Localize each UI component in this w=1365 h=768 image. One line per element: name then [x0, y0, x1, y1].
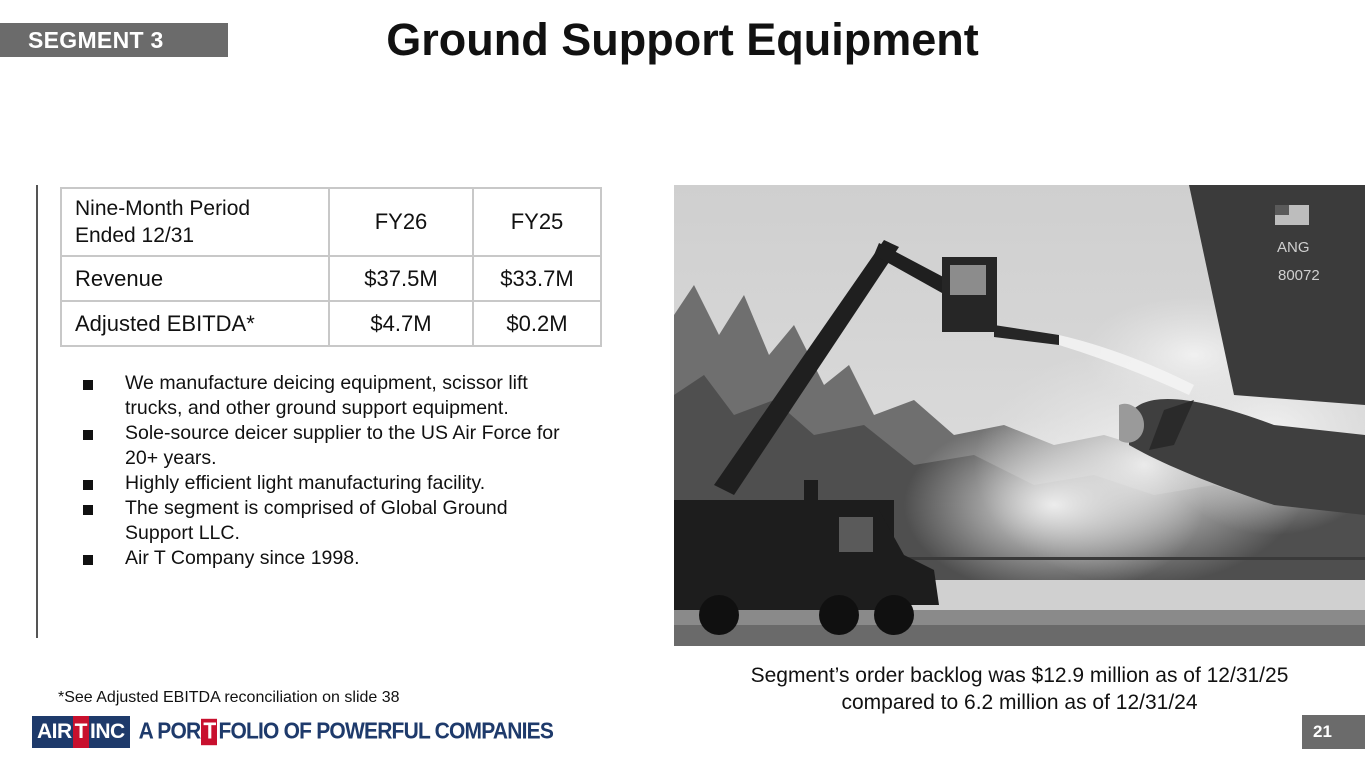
airt-logo — [32, 716, 553, 748]
bullet-square-icon — [83, 480, 93, 490]
list-item — [80, 471, 580, 496]
row-label-revenue: Revenue — [61, 256, 329, 301]
table-header-row — [61, 188, 601, 256]
tagline-part-a: A POR — [138, 718, 201, 745]
revenue-fy25: $33.7M — [473, 256, 601, 301]
table-header-fy25: FY25 — [473, 188, 601, 256]
segment-badge: SEGMENT 3 — [0, 23, 228, 57]
bullet-text: The segment is comprised of Global Ground Support LLC. — [125, 497, 508, 544]
tail-code-ang: ANG — [1277, 239, 1310, 256]
list-item — [80, 421, 580, 471]
bullet-square-icon — [83, 430, 93, 440]
table-row — [61, 301, 601, 346]
caption-line-2: compared to 6.2 million as of 12/31/24 — [841, 691, 1198, 714]
list-item — [80, 546, 580, 571]
page-number: 21 — [1302, 715, 1365, 749]
bullet-square-icon — [83, 505, 93, 515]
logo-air: AIR — [37, 720, 72, 743]
row-label-adjusted-ebitda: Adjusted EBITDA* — [61, 301, 329, 346]
bullet-text: Air T Company since 1998. — [125, 547, 360, 569]
table-row — [61, 256, 601, 301]
backlog-caption — [674, 662, 1365, 716]
caption-line-1: Segment’s order backlog was $12.9 million as of 12/31/25 — [750, 664, 1289, 687]
logo-inc: INC — [90, 720, 125, 743]
page-title: Ground Support Equipment — [386, 14, 979, 65]
bullet-square-icon — [83, 555, 93, 565]
ebitda-fy25: $0.2M — [473, 301, 601, 346]
financial-table — [60, 187, 602, 347]
bullet-text: Sole-source deicer supplier to the US Air Force for 20+ years. — [125, 422, 560, 469]
table-header-fy26: FY26 — [329, 188, 473, 256]
deicing-truck-illustration — [674, 185, 1365, 646]
logo-wordmark — [32, 716, 130, 748]
bullet-text: We manufacture deicing equipment, scissor lift trucks, and other ground support equipment. — [125, 372, 528, 419]
tagline-red-t: T — [203, 718, 216, 745]
logo-t: T — [73, 716, 89, 748]
bullet-square-icon — [83, 380, 93, 390]
bullet-list — [80, 371, 580, 571]
deicing-photo — [674, 185, 1365, 646]
ebitda-fy26: $4.7M — [329, 301, 473, 346]
footnote: *See Adjusted EBITDA reconciliation on slide 38 — [58, 689, 400, 706]
list-item — [80, 496, 580, 546]
table-header-period: Nine-Month Period Ended 12/31 — [61, 188, 329, 256]
tagline-part-b: FOLIO OF POWERFUL COMPANIES — [218, 718, 554, 745]
revenue-fy26: $37.5M — [329, 256, 473, 301]
list-item — [80, 371, 580, 421]
tail-code-number: 80072 — [1278, 267, 1320, 284]
bullet-text: Highly efficient light manufacturing facility. — [125, 472, 486, 494]
vertical-divider — [36, 185, 38, 638]
tagline — [139, 719, 553, 745]
